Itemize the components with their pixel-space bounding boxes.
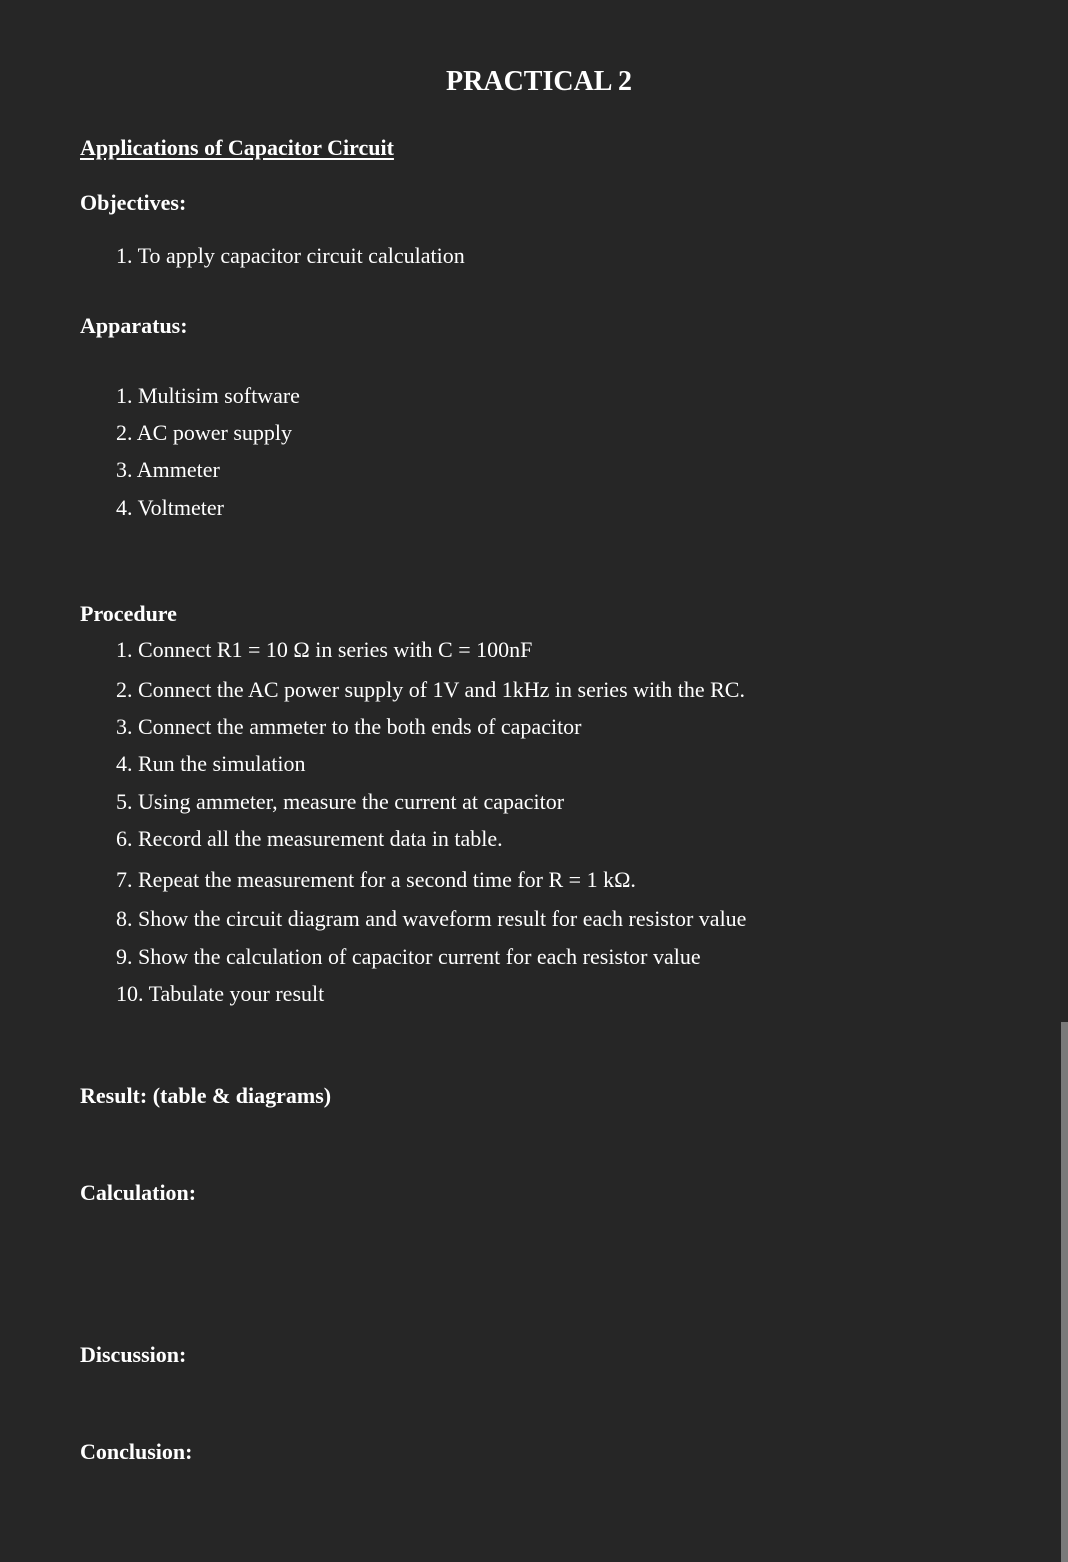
scrollbar[interactable] <box>1061 1022 1068 1562</box>
apparatus-heading: Apparatus: <box>80 313 188 338</box>
apparatus-item: 1. Multisim software <box>116 383 300 408</box>
apparatus-item: 4. Voltmeter <box>116 495 224 520</box>
procedure-step: 6. Record all the measurement data in table. <box>116 826 503 851</box>
discussion-heading: Discussion: <box>80 1342 187 1367</box>
procedure-step: 1. Connect R1 = 10 Ω in series with C = 100nF <box>116 637 533 662</box>
objective-item: 1. To apply capacitor circuit calculation <box>116 243 465 268</box>
result-heading: Result: (table & diagrams) <box>80 1083 332 1108</box>
procedure-step: 10. Tabulate your result <box>116 981 325 1006</box>
objectives-heading: Objectives: <box>80 190 187 215</box>
procedure-step: 7. Repeat the measurement for a second time for R = 1 kΩ. <box>116 867 636 892</box>
procedure-step: 5. Using ammeter, measure the current at capacitor <box>116 789 565 814</box>
page-title: PRACTICAL 2 <box>446 66 632 97</box>
procedure-step: 8. Show the circuit diagram and waveform result for each resistor value <box>116 906 747 931</box>
procedure-step: 9. Show the calculation of capacitor current for each resistor value <box>116 944 701 969</box>
procedure-step: 2. Connect the AC power supply of 1V and 1kHz in series with the RC. <box>116 677 745 702</box>
procedure-heading: Procedure <box>80 601 177 626</box>
conclusion-heading: Conclusion: <box>80 1439 193 1464</box>
procedure-step: 3. Connect the ammeter to the both ends of capacitor <box>116 714 582 739</box>
document-subtitle: Applications of Capacitor Circuit <box>80 135 394 160</box>
calculation-heading: Calculation: <box>80 1180 197 1205</box>
apparatus-item: 3. Ammeter <box>116 457 220 482</box>
apparatus-item: 2. AC power supply <box>116 420 292 445</box>
procedure-step: 4. Run the simulation <box>116 751 306 776</box>
